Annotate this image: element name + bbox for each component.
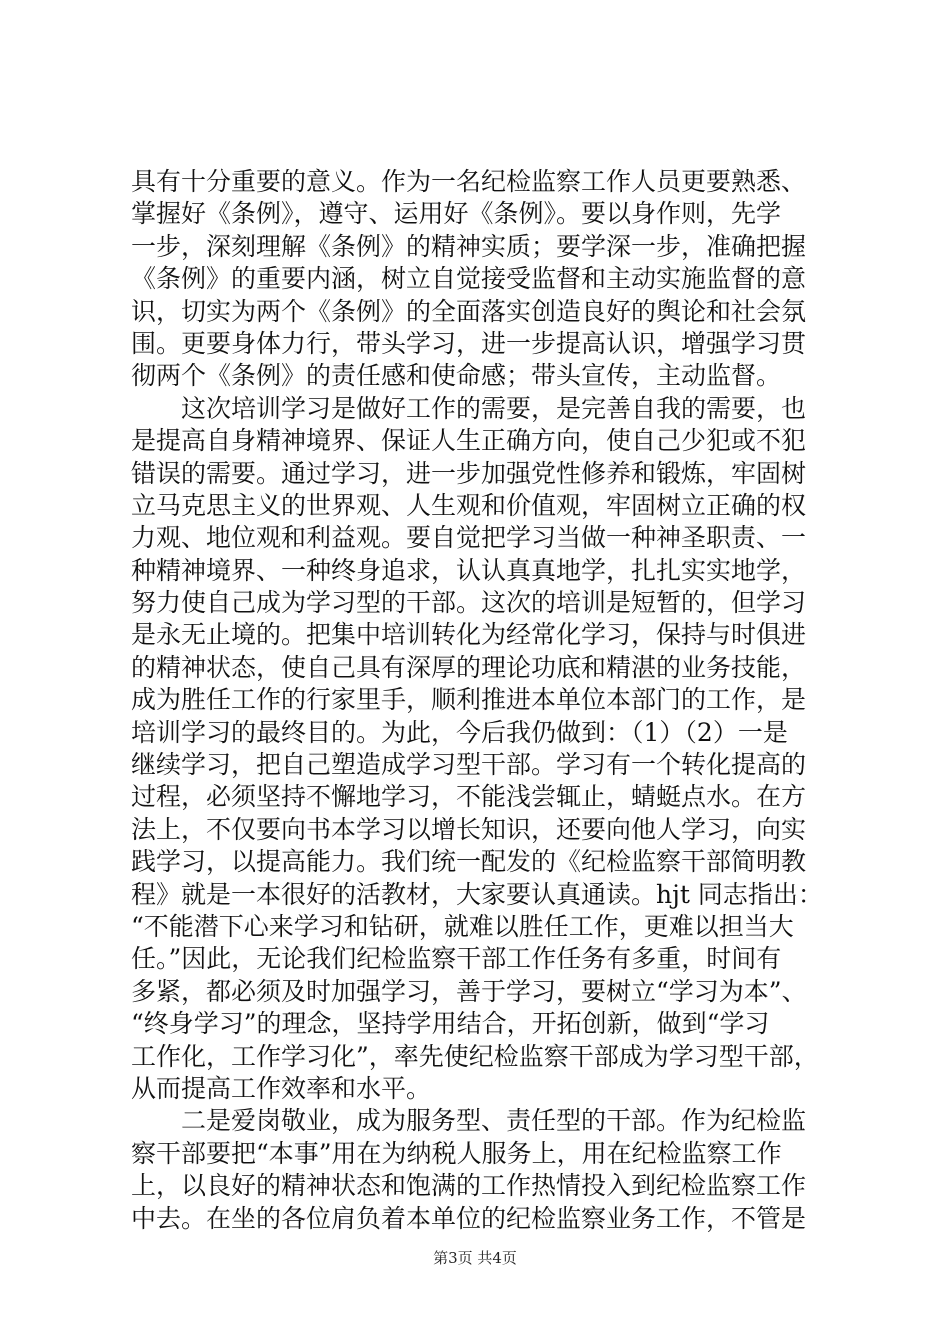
text-line: 彻两个《条例》的责任感和使命感；带头宣传，主动监督。 bbox=[131, 361, 782, 391]
text-line: 继续学习，把自己塑造成学习型干部。学习有一个转化提高的 bbox=[131, 750, 807, 780]
text-line: 工作化，工作学习化”，率先使纪检监察干部成为学习型干部， bbox=[131, 1041, 819, 1071]
text-line: 程》就是一本很好的活教材，大家要认真通读。hjt 同志指出： bbox=[131, 879, 823, 909]
text-line: “终身学习”的理念，坚持学用结合，开拓创新，做到“学习 bbox=[131, 1009, 770, 1039]
text-line: 是提高自身精神境界、保证人生正确方向，使自己少犯或不犯 bbox=[131, 426, 807, 456]
text-line: 践学习，以提高能力。我们统一配发的《纪检监察干部简明教 bbox=[131, 847, 807, 877]
text-line: 成为胜任工作的行家里手，顺利推进本单位本部门的工作，是 bbox=[131, 685, 807, 715]
text-line: “不能潜下心来学习和钻研，就难以胜任工作，更难以担当大 bbox=[131, 911, 794, 941]
body-text bbox=[131, 166, 831, 1235]
text-line: 过程，必须坚持不懈地学习，不能浅尝辄止，蜻蜓点水。在方 bbox=[131, 782, 807, 812]
text-line: 从而提高工作效率和水平。 bbox=[131, 1073, 432, 1103]
text-line: 法上，不仅要向书本学习以增长知识，还要向他人学习，向实 bbox=[131, 814, 807, 844]
text-line: 察干部要把“本事”用在为纳税人服务上，用在纪检监察工作 bbox=[131, 1138, 782, 1168]
text-line: 上，以良好的精神状态和饱满的工作热情投入到纪检监察工作 bbox=[131, 1171, 807, 1201]
text-line: 掌握好《条例》，遵守、运用好《条例》。要以身作则，先学 bbox=[131, 199, 782, 229]
text-line: 《条例》的重要内涵，树立自觉接受监督和主动实施监督的意 bbox=[131, 264, 807, 294]
text-line: 具有十分重要的意义。作为一名纪检监察工作人员更要熟悉、 bbox=[131, 167, 807, 196]
text-line: 立马克思主义的世界观、人生观和价值观，牢固树立正确的权 bbox=[131, 490, 807, 520]
text-line: 种精神境界、一种终身追求，认认真真地学，扎扎实实地学， bbox=[131, 555, 807, 585]
text-line: 错误的需要。通过学习，进一步加强党性修养和锻炼，牢固树 bbox=[131, 458, 807, 488]
text-line: 二是爱岗敬业，成为服务型、责任型的干部。作为纪检监 bbox=[131, 1106, 807, 1136]
text-line: 一步，深刻理解《条例》的精神实质；要学深一步，准确把握 bbox=[131, 231, 807, 261]
text-line: 中去。在坐的各位肩负着本单位的纪检监察业务工作，不管是 bbox=[131, 1203, 807, 1233]
text-line: 努力使自己成为学习型的干部。这次的培训是短暂的，但学习 bbox=[131, 588, 807, 618]
text-line: 培训学习的最终目的。为此，今后我仍做到：（1）（2）一是 bbox=[131, 717, 788, 747]
page-number-footer: 第3页 共4页 bbox=[433, 1249, 517, 1267]
text-line: 这次培训学习是做好工作的需要，是完善自我的需要，也 bbox=[131, 393, 807, 423]
text-line: 任。”因此，无论我们纪检监察干部工作任务有多重，时间有 bbox=[131, 944, 782, 974]
text-line: 的精神状态，使自己具有深厚的理论功底和精湛的业务技能， bbox=[131, 652, 807, 682]
text-line: 识，切实为两个《条例》的全面落实创造良好的舆论和社会氛 bbox=[131, 296, 807, 326]
text-line: 是永无止境的。把集中培训转化为经常化学习，保持与时俱进 bbox=[131, 620, 807, 650]
text-line: 力观、地位观和利益观。要自觉把学习当做一种神圣职责、一 bbox=[131, 523, 807, 553]
text-line: 多紧，都必须及时加强学习，善于学习，要树立“学习为本”、 bbox=[131, 976, 807, 1006]
text-line: 围。更要身体力行，带头学习，进一步提高认识，增强学习贯 bbox=[131, 328, 807, 358]
